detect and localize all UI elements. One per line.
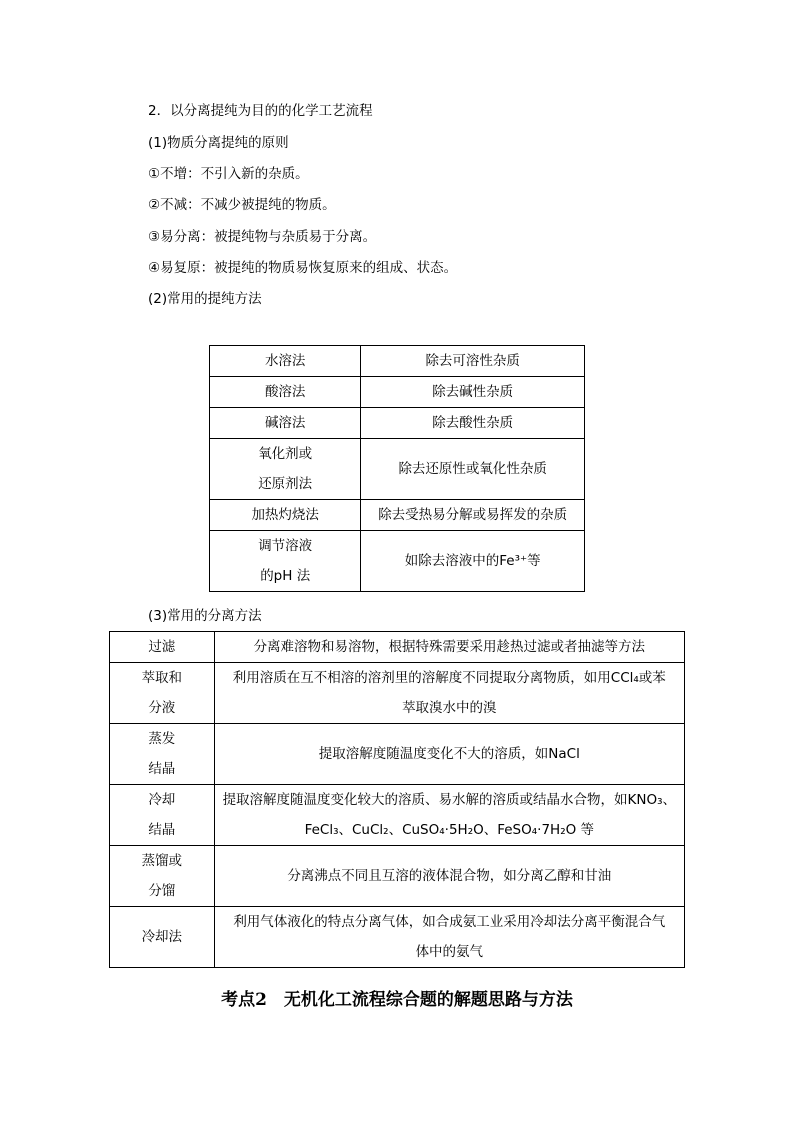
method-cell: 萃取和 分液 <box>110 663 215 724</box>
table-row <box>110 846 685 907</box>
description-cell: 除去碱性杂质 <box>361 377 585 408</box>
principle-1: ①不增：不引入新的杂质。 <box>148 166 309 182</box>
table-row <box>210 531 585 592</box>
description-cell: 利用气体液化的特点分离气体，如合成氨工业采用冷却法分离平衡混合气 体中的氨气 <box>214 907 684 968</box>
purification-table <box>209 345 585 592</box>
table-row <box>110 632 685 663</box>
description-cell: 如除去溶液中的Fe³⁺等 <box>361 531 585 592</box>
description-cell: 利用溶质在互不相溶的溶剂里的溶解度不同提取分离物质，如用CCl₄或苯 萃取溴水中的溴 <box>214 663 684 724</box>
method-cell: 冷却法 <box>110 907 215 968</box>
method-cell: 过滤 <box>110 632 215 663</box>
section-title: 2．以分离提纯为目的的化学工艺流程 <box>148 103 373 119</box>
method-cell: 水溶法 <box>210 346 361 377</box>
method-cell: 蒸馏或 分馏 <box>110 846 215 907</box>
table-row <box>110 907 685 968</box>
description-cell: 除去酸性杂质 <box>361 408 585 439</box>
principle-2: ②不减：不减少被提纯的物质。 <box>148 197 336 213</box>
principle-3: ③易分离：被提纯物与杂质易于分离。 <box>148 229 377 245</box>
table-row <box>210 377 585 408</box>
method-cell: 调节溶液 的pH 法 <box>210 531 361 592</box>
separation-heading: (3)常用的分离方法 <box>148 608 262 624</box>
table-row <box>210 346 585 377</box>
method-cell: 酸溶法 <box>210 377 361 408</box>
description-cell: 除去受热易分解或易挥发的杂质 <box>361 500 585 531</box>
method-cell: 氧化剂或 还原剂法 <box>210 439 361 500</box>
table-row <box>210 439 585 500</box>
method-cell: 碱溶法 <box>210 408 361 439</box>
description-cell: 提取溶解度随温度变化不大的溶质，如NaCl <box>214 724 684 785</box>
description-cell: 除去还原性或氧化性杂质 <box>361 439 585 500</box>
description-cell: 分离沸点不同且互溶的液体混合物，如分离乙醇和甘油 <box>214 846 684 907</box>
method-cell: 蒸发 结晶 <box>110 724 215 785</box>
method-cell: 加热灼烧法 <box>210 500 361 531</box>
separation-table <box>109 631 685 968</box>
description-cell: 除去可溶性杂质 <box>361 346 585 377</box>
table-row <box>110 785 685 846</box>
description-cell: 分离难溶物和易溶物，根据特殊需要采用趁热过滤或者抽滤等方法 <box>214 632 684 663</box>
principles-heading: (1)物质分离提纯的原则 <box>148 135 289 151</box>
table-row <box>110 724 685 785</box>
table-row <box>210 408 585 439</box>
table-row <box>110 663 685 724</box>
principle-4: ④易复原：被提纯的物质易恢复原来的组成、状态。 <box>148 260 458 276</box>
next-section-heading: 考点2 无机化工流程综合题的解题思路与方法 <box>221 990 573 1010</box>
purification-heading: (2)常用的提纯方法 <box>148 291 262 307</box>
table-row <box>210 500 585 531</box>
description-cell: 提取溶解度随温度变化较大的溶质、易水解的溶质或结晶水合物，如KNO₃、 FeCl₃、CuCl₂、CuSO₄·5H₂O、FeSO₄·7H₂O 等 <box>214 785 684 846</box>
method-cell: 冷却 结晶 <box>110 785 215 846</box>
